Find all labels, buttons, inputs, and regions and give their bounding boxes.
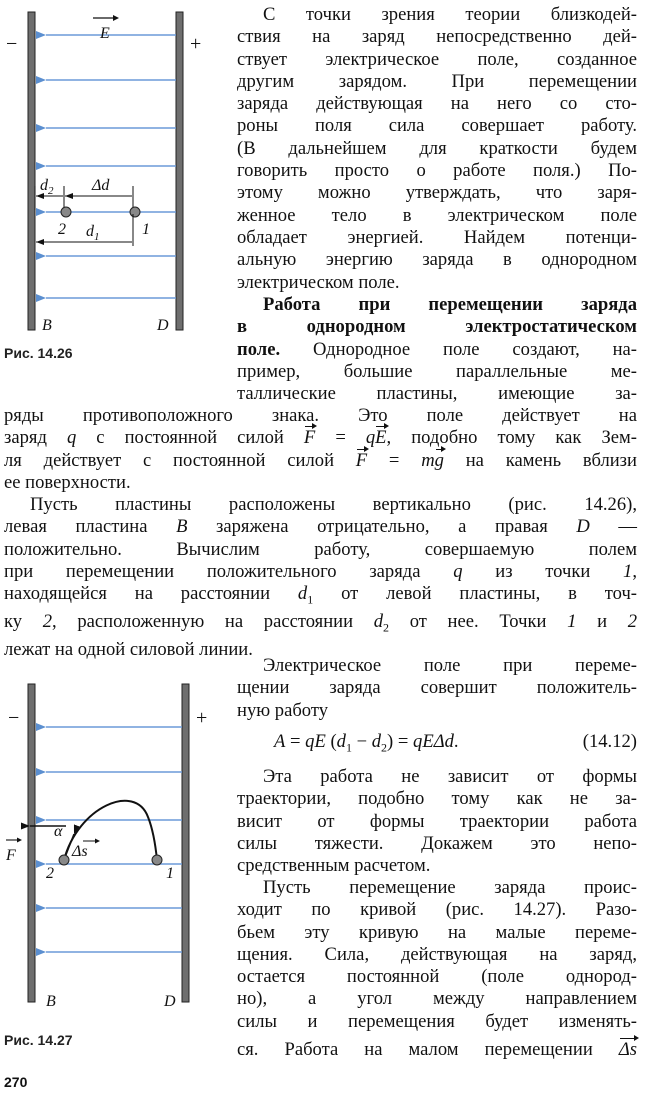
page-number: 270 bbox=[4, 1074, 28, 1090]
text-line: ку 2, расположенную на расстоянии $d_2$ от нее. Точки 1 и 2 bbox=[4, 611, 637, 635]
text-line: бьем эту кривую на малые переме- bbox=[237, 921, 637, 943]
paragraph-curve bbox=[237, 877, 637, 1061]
text-line: ля действует с постоянной силой F = mg на камень вблизи bbox=[4, 449, 637, 471]
text-line: лежат на одной силовой линии. bbox=[4, 639, 253, 661]
text-line: Электрическое поле при переме- bbox=[263, 655, 637, 676]
plate-b bbox=[28, 12, 35, 330]
equation-number: (14.12) bbox=[582, 731, 637, 752]
text-line: ее поверхности. bbox=[4, 471, 131, 493]
text-line: другим зарядом. При перемещении bbox=[237, 70, 637, 92]
text-line: ряды противоположного знака. Это поле действует на bbox=[4, 405, 637, 426]
label-d1: $d_1$ bbox=[86, 223, 100, 243]
text-line: силы тяжести. Докажем это непо- bbox=[237, 832, 637, 854]
label-point-2: 2 bbox=[58, 221, 66, 238]
figure-14-27 bbox=[0, 672, 230, 1012]
field-label-e: E bbox=[100, 25, 110, 42]
text-line: альную энергию заряда в однородном bbox=[237, 249, 637, 271]
text-line: Эта работа не зависит от формы bbox=[263, 766, 637, 787]
text-line: ствия на заряд непосредственно дей- bbox=[237, 26, 637, 48]
label-plate-b: B bbox=[46, 993, 56, 1010]
section-heading: в однородном электростатическом bbox=[237, 316, 637, 338]
minus-sign: − bbox=[6, 33, 18, 55]
text-line: таллические пластины, имеющие за- bbox=[237, 383, 637, 405]
text-line: этому можно утверждать, что заря- bbox=[237, 182, 637, 204]
figure-caption: Рис. 14.27 bbox=[4, 1032, 73, 1048]
field-lines bbox=[46, 727, 182, 952]
text-line: при перемещении положительного заряда q из точки 1, bbox=[4, 560, 637, 582]
text-line: Пусть пластины расположены вертикально (рис. 14.26), bbox=[30, 494, 637, 515]
paragraph-positive-work bbox=[237, 655, 637, 722]
label-d2: $d_2$ bbox=[40, 177, 54, 197]
text-line: щения. Сила, действующая на заряд, bbox=[237, 943, 637, 965]
section-heading: Работа при перемещении заряда bbox=[263, 294, 637, 315]
text-line: ствует электрическое поле, созданное bbox=[237, 48, 637, 70]
text-line: траектории, подобно тому как не за- bbox=[237, 788, 637, 810]
text-line: (В дальнейшем для краткости будем bbox=[237, 137, 637, 159]
plus-sign: + bbox=[196, 707, 208, 729]
text-line: электрическом поле. bbox=[237, 271, 400, 293]
text-line: находящейся на расстоянии $d_1$ от левой пластины, в точ- bbox=[4, 583, 637, 607]
paragraph-path-independence bbox=[237, 766, 637, 877]
text-line: С точки зрения теории близкодей- bbox=[263, 4, 637, 25]
label-plate-b: B bbox=[42, 317, 52, 334]
label-plate-d: D bbox=[164, 993, 176, 1010]
text-line: положительно. Вычислим работу, совершаемую полем bbox=[4, 538, 637, 560]
paragraph-uniform-field-cont bbox=[4, 405, 637, 494]
minus-sign: − bbox=[8, 707, 20, 729]
text-line: говорить просто о работе поля.) По- bbox=[237, 160, 637, 182]
text-line: Пусть перемещение заряда проис- bbox=[263, 877, 637, 898]
text-line: пример, большие параллельные ме- bbox=[237, 360, 637, 382]
force-label: F bbox=[6, 847, 16, 864]
plate-d bbox=[182, 684, 189, 1002]
label-delta-d: Δd bbox=[92, 177, 110, 194]
text-line: средственным расчетом. bbox=[237, 855, 431, 877]
text-line: силы и перемещения будет изменять- bbox=[237, 1010, 637, 1032]
paragraph-intro bbox=[237, 4, 637, 294]
figure-14-26 bbox=[0, 0, 230, 370]
figure-caption: Рис. 14.26 bbox=[4, 345, 73, 361]
charge-point-1 bbox=[130, 207, 140, 217]
text-line: ся. Работа на малом перемещении Δs bbox=[237, 1039, 637, 1061]
equation-14-12: A = qE $(d_1 - d_2) = qE\Delta d$. (14.12) bbox=[274, 731, 637, 755]
text-line: обладает энергией. Найдем потенци- bbox=[237, 226, 637, 248]
plate-d bbox=[176, 12, 183, 330]
text-line: но), а угол между направлением bbox=[237, 988, 637, 1010]
label-point-1: 1 bbox=[166, 865, 174, 882]
text-line: щении заряда совершит положитель- bbox=[237, 677, 637, 699]
text-line: ходит по кривой (рис. 14.27). Разо- bbox=[237, 899, 637, 921]
text-line: заряд q с постоянной силой F = qE, подобно тому как Зем- bbox=[4, 427, 637, 449]
paragraph-uniform-field bbox=[237, 294, 637, 405]
alpha-label: α bbox=[54, 823, 63, 840]
text-line: заряда действующая на него со сто- bbox=[237, 93, 637, 115]
text-line: левая пластина B заряжена отрицательно, а правая D — bbox=[4, 516, 637, 538]
charge-point-2 bbox=[61, 207, 71, 217]
plus-sign: + bbox=[190, 33, 202, 55]
field-lines bbox=[46, 35, 176, 298]
text-line: женное тело в электрическом поле bbox=[237, 204, 637, 226]
text-line: остается постоянной (поле однород- bbox=[237, 966, 637, 988]
text-line: роны поля сила совершает работу. bbox=[237, 115, 637, 137]
paragraph-plates bbox=[4, 494, 637, 662]
charge-point-1 bbox=[152, 855, 162, 865]
ds-label: Δs bbox=[72, 843, 88, 860]
label-point-2: 2 bbox=[46, 865, 54, 882]
text-line: поле. Однородное поле создают, на- bbox=[237, 338, 637, 360]
label-plate-d: D bbox=[157, 317, 169, 334]
text-line: ную работу bbox=[237, 699, 329, 721]
text-line: висит от формы траектории работа bbox=[237, 810, 637, 832]
plate-b bbox=[28, 684, 35, 1002]
label-point-1: 1 bbox=[142, 221, 150, 238]
charge-point-2 bbox=[59, 855, 69, 865]
